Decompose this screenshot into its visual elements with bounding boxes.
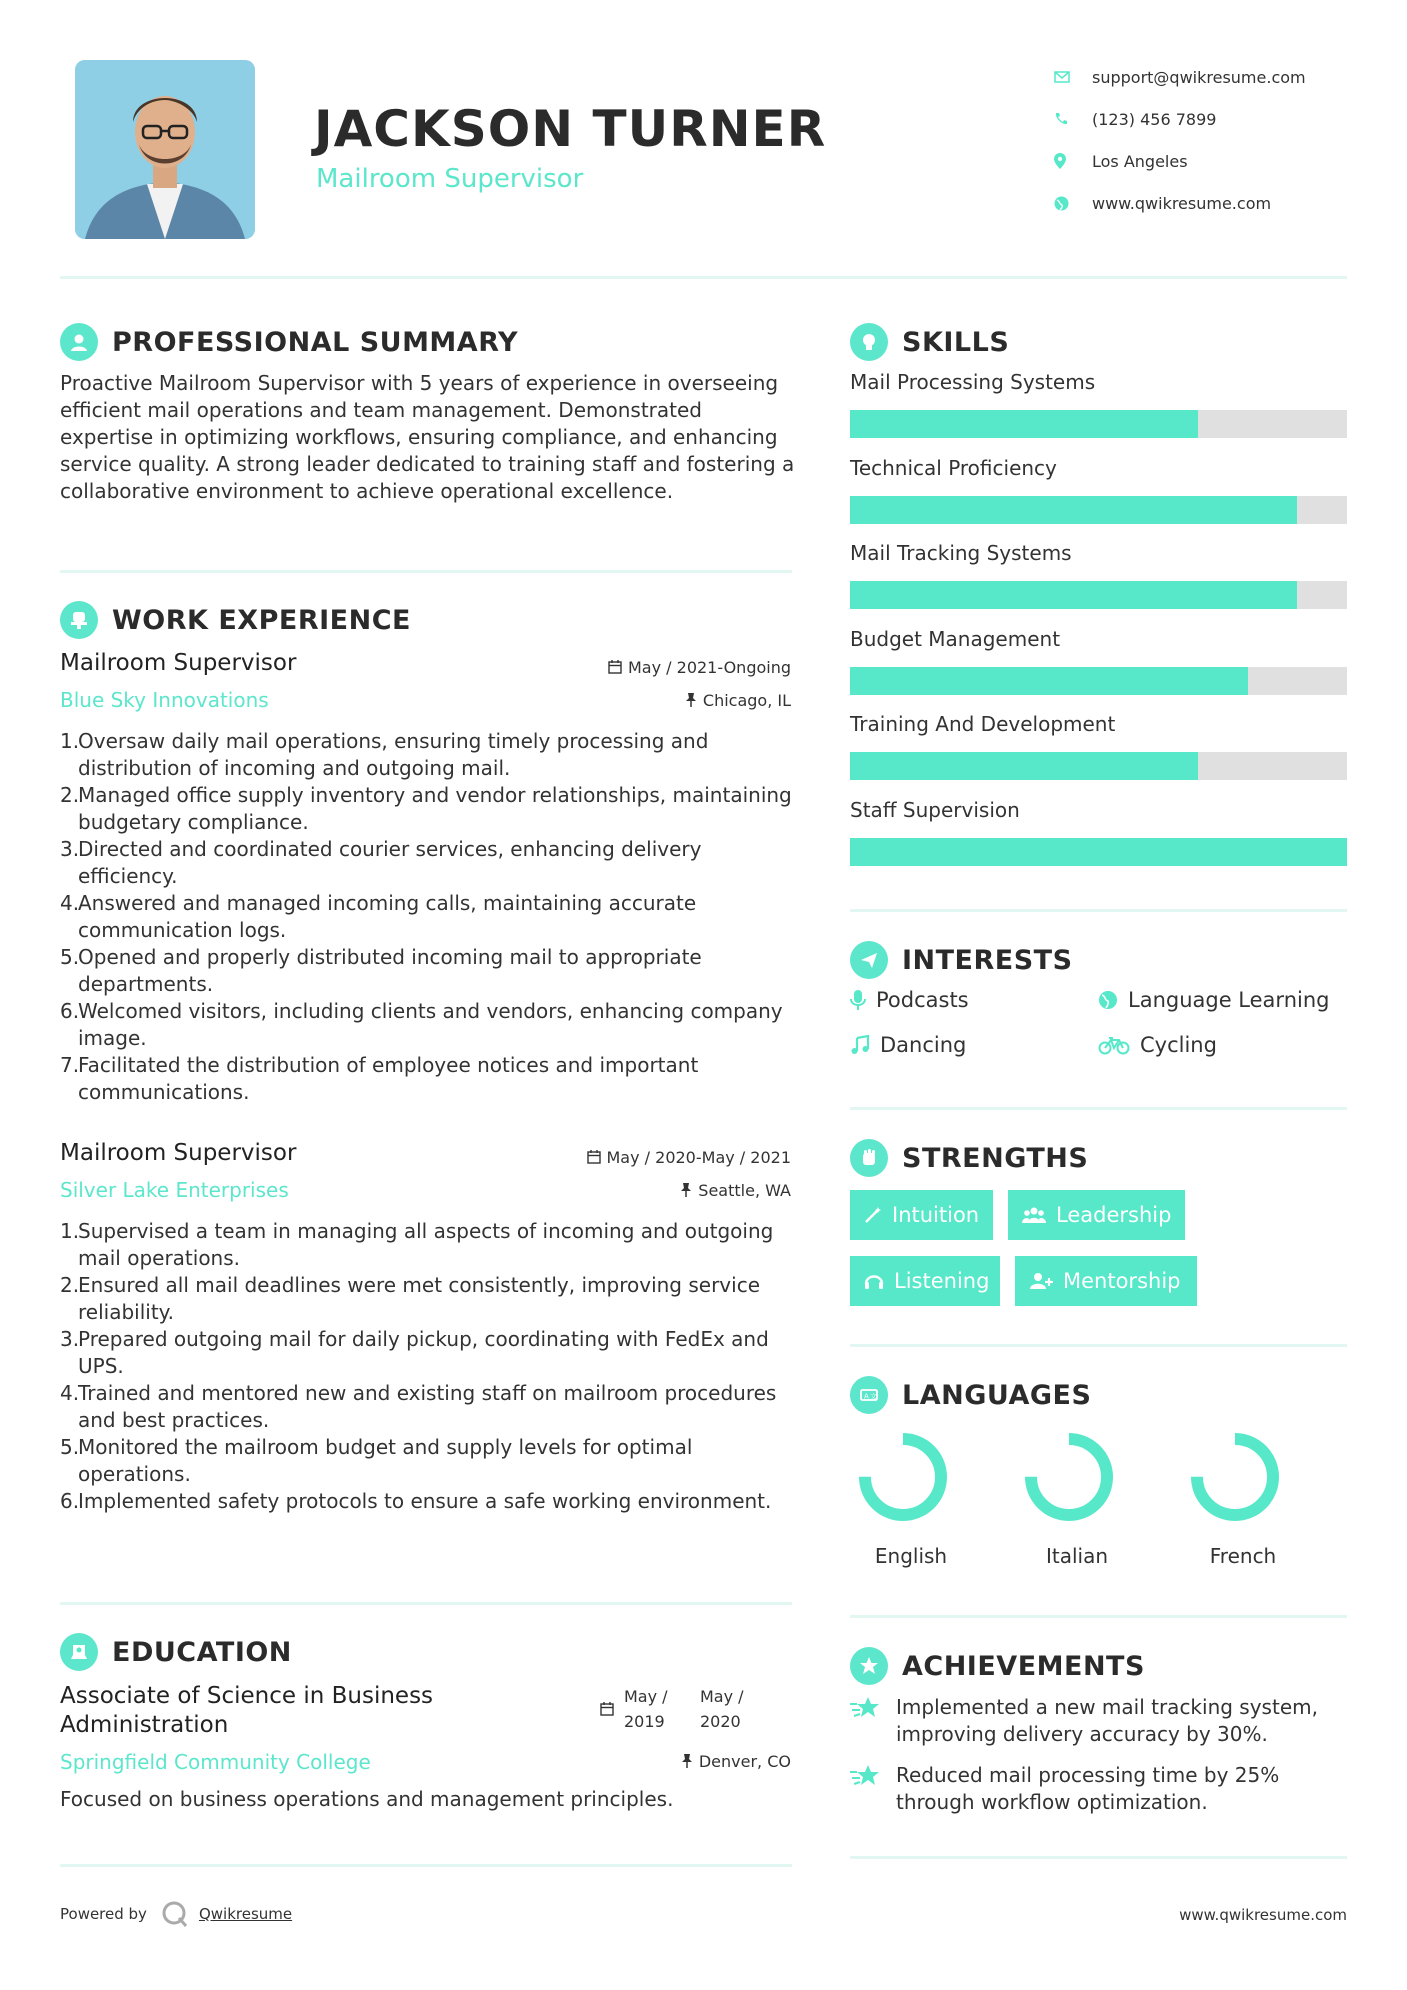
user-plus-icon xyxy=(1029,1272,1053,1290)
school-name: Springfield Community College xyxy=(60,1750,371,1774)
skill-bar-fill xyxy=(850,667,1248,695)
job-1-bullets xyxy=(60,728,795,1106)
job-1-date xyxy=(608,658,791,678)
magic-wand-icon xyxy=(864,1206,882,1224)
paper-plane-icon xyxy=(850,941,888,979)
candidate-title: Mailroom Supervisor xyxy=(316,164,584,194)
strengths-heading xyxy=(850,1139,1088,1177)
achievements-title: ACHIEVEMENTS xyxy=(902,1650,1145,1682)
skill-bar xyxy=(850,752,1347,780)
envelope-icon xyxy=(1054,71,1092,83)
strength-label: Intuition xyxy=(892,1203,980,1227)
microphone-icon xyxy=(850,989,866,1011)
edu-start-month: May / xyxy=(624,1687,668,1706)
interest-label: Language Learning xyxy=(1128,988,1330,1012)
interests-title: INTERESTS xyxy=(902,944,1073,976)
skill-bar-fill xyxy=(850,752,1198,780)
svg-text:A: A xyxy=(864,1392,869,1401)
pushpin-icon xyxy=(680,1182,692,1201)
skill-bar-fill xyxy=(850,410,1198,438)
strengths-divider xyxy=(850,1344,1347,1347)
experience-heading xyxy=(60,601,411,639)
pushpin-icon xyxy=(681,1753,693,1772)
svg-text:文: 文 xyxy=(870,1392,877,1401)
skill-bar-fill xyxy=(850,581,1297,609)
contact-email[interactable] xyxy=(1054,56,1306,98)
job-1-date-text: May / 2021-Ongoing xyxy=(628,658,791,677)
languages-divider xyxy=(850,1615,1347,1618)
languages-title: LANGUAGES xyxy=(902,1379,1092,1411)
education-description: Focused on business operations and management principles. xyxy=(60,1787,674,1811)
globe-icon xyxy=(1054,196,1092,211)
strength-badge-listening xyxy=(850,1256,1000,1306)
achievement-item xyxy=(850,1694,1347,1748)
edu-end-month: May / xyxy=(700,1687,744,1706)
summary-text: Proactive Mailroom Supervisor with 5 years of experience in overseeing efficient mail operations and team management. Demonstrated expertise in optimizing workflows, ensuring compliance, and enhancing service quality. A strong leader dedicated to training staff and fostering a collaborative environment to achieve operational excellence. xyxy=(60,371,795,503)
trophy-icon xyxy=(850,1647,888,1685)
header-divider xyxy=(60,276,1347,279)
strength-badge-leadership xyxy=(1008,1190,1185,1240)
language-label: English xyxy=(874,1544,948,1568)
summary-divider xyxy=(60,570,792,573)
education-dates xyxy=(600,1684,744,1734)
globe-icon xyxy=(1098,990,1118,1010)
interest-language-learning xyxy=(1098,988,1329,1012)
language-level-arc xyxy=(1197,1439,1273,1515)
skill-bar xyxy=(850,838,1347,866)
job-2-company: Silver Lake Enterprises xyxy=(60,1178,289,1202)
languages-heading xyxy=(850,1376,1091,1414)
map-pin-icon xyxy=(1054,153,1092,169)
contact-website[interactable] xyxy=(1054,182,1306,224)
list-item: 6. Welcomed visitors, including clients and vendors, enhancing company image. xyxy=(60,999,783,1050)
job-1-location xyxy=(685,691,791,711)
language-ring xyxy=(853,1427,953,1527)
list-item: 2. Managed office supply inventory and vendor relationships, maintaining budgetary compliance. xyxy=(60,783,792,834)
interest-dancing xyxy=(850,1033,966,1057)
interest-podcasts xyxy=(850,988,969,1012)
edu-end-year: 2020 xyxy=(700,1712,741,1731)
achievement-item xyxy=(850,1762,1347,1816)
skill-label: Training And Development xyxy=(850,712,1116,736)
education-title: EDUCATION xyxy=(112,1636,292,1668)
contact-location xyxy=(1054,140,1306,182)
list-item: 4. Answered and managed incoming calls, maintaining accurate communication logs. xyxy=(60,891,697,942)
job-2-date xyxy=(587,1148,792,1168)
graduation-icon xyxy=(60,1633,98,1671)
experience-divider xyxy=(60,1602,792,1605)
language-ring xyxy=(1185,1427,1285,1527)
star-icon xyxy=(850,1762,896,1816)
strength-label: Listening xyxy=(894,1269,990,1293)
calendar-icon xyxy=(600,1684,614,1734)
skill-label: Mail Processing Systems xyxy=(850,370,1096,394)
interest-label: Podcasts xyxy=(876,988,969,1012)
job-2-title: Mailroom Supervisor xyxy=(60,1140,297,1166)
language-level-arc xyxy=(865,1439,941,1515)
skill-bar xyxy=(850,667,1347,695)
list-item: 2. Ensured all mail deadlines were met consistently, improving service reliability. xyxy=(60,1273,760,1324)
job-1-company: Blue Sky Innovations xyxy=(60,688,269,712)
language-level-arc xyxy=(1031,1439,1107,1515)
education-location xyxy=(681,1752,791,1772)
footer-powered-by xyxy=(60,1900,292,1928)
language-icon xyxy=(850,1376,888,1414)
achievements-heading xyxy=(850,1647,1145,1685)
qwikresume-logo-icon xyxy=(161,1900,189,1928)
profile-photo xyxy=(75,60,255,239)
list-item: 1. Oversaw daily mail operations, ensuring timely processing and distribution of incoming and outgoing mail. xyxy=(60,729,709,780)
star-icon xyxy=(850,1694,896,1748)
skill-bar xyxy=(850,410,1347,438)
education-divider xyxy=(60,1864,792,1867)
users-icon xyxy=(1022,1206,1046,1224)
calendar-icon xyxy=(587,1149,601,1168)
phone-icon xyxy=(1054,112,1092,126)
music-note-icon xyxy=(850,1035,870,1055)
job-1-location-text: Chicago, IL xyxy=(702,691,791,710)
job-1-title: Mailroom Supervisor xyxy=(60,650,297,676)
job-2-bullets xyxy=(60,1218,795,1515)
user-circle-icon xyxy=(60,323,98,361)
strength-label: Leadership xyxy=(1056,1203,1172,1227)
education-location-text: Denver, CO xyxy=(698,1752,791,1771)
job-2-location-text: Seattle, WA xyxy=(698,1181,791,1200)
language-label: Italian xyxy=(1045,1544,1109,1568)
list-item: 5. Opened and properly distributed incoming mail to appropriate departments. xyxy=(60,945,702,996)
job-2-location xyxy=(680,1181,791,1201)
list-item: 3. Prepared outgoing mail for daily pickup, coordinating with FedEx and UPS. xyxy=(60,1327,769,1378)
calendar-icon xyxy=(608,659,622,678)
lightbulb-icon xyxy=(850,323,888,361)
degree-line-2: Administration xyxy=(60,1712,229,1738)
bicycle-icon xyxy=(1098,1035,1130,1055)
footer-url[interactable]: www.qwikresume.com xyxy=(1179,1906,1347,1924)
contact-email-text: support@qwikresume.com xyxy=(1092,67,1306,87)
interest-label: Dancing xyxy=(880,1033,967,1057)
language-ring xyxy=(1019,1427,1119,1527)
list-item: 7. Facilitated the distribution of employee notices and important communications. xyxy=(60,1053,699,1104)
job-2-date-text: May / 2020-May / 2021 xyxy=(606,1148,791,1167)
achievements-divider xyxy=(850,1856,1347,1859)
powered-by-text: Powered by xyxy=(60,1905,147,1923)
education-heading xyxy=(60,1633,292,1671)
contact-website-text: www.qwikresume.com xyxy=(1092,193,1272,213)
language-label: French xyxy=(1209,1544,1277,1568)
list-item: 5. Monitored the mailroom budget and supply levels for optimal operations. xyxy=(60,1435,693,1486)
qwikresume-link[interactable]: Qwikresume xyxy=(198,1905,293,1923)
contact-list xyxy=(1054,56,1306,224)
skills-title: SKILLS xyxy=(902,326,1010,358)
skill-bar-fill xyxy=(850,838,1347,866)
strength-label: Mentorship xyxy=(1063,1269,1181,1293)
list-item: 4. Trained and mentored new and existing staff on mailroom procedures and best practices. xyxy=(60,1381,777,1432)
contact-phone[interactable] xyxy=(1054,98,1306,140)
interest-label: Cycling xyxy=(1140,1033,1217,1057)
contact-phone-text: (123) 456 7899 xyxy=(1092,109,1217,129)
degree-line-1: Associate of Science in Business xyxy=(60,1683,434,1709)
strength-badge-mentorship xyxy=(1015,1256,1197,1306)
skill-label: Budget Management xyxy=(850,627,1061,651)
skill-label: Mail Tracking Systems xyxy=(850,541,1072,565)
summary-heading xyxy=(60,323,518,361)
skill-bar xyxy=(850,496,1347,524)
experience-title: WORK EXPERIENCE xyxy=(112,604,411,636)
skill-bar-fill xyxy=(850,496,1297,524)
skills-heading xyxy=(850,323,1009,361)
list-item: 3. Directed and coordinated courier services, enhancing delivery efficiency. xyxy=(60,837,702,888)
list-item: 1. Supervised a team in managing all aspects of incoming and outgoing mail operations. xyxy=(60,1219,774,1270)
interest-cycling xyxy=(1098,1033,1217,1057)
summary-title: PROFESSIONAL SUMMARY xyxy=(112,326,519,358)
interests-divider xyxy=(850,1107,1347,1110)
skill-label: Technical Proficiency xyxy=(850,456,1057,480)
strengths-title: STRENGTHS xyxy=(902,1142,1089,1174)
briefcase-icon xyxy=(60,601,98,639)
achievement-text: Implemented a new mail tracking system, improving delivery accuracy by 30%. xyxy=(896,1695,1318,1746)
fist-icon xyxy=(850,1139,888,1177)
headphones-icon xyxy=(864,1272,884,1290)
achievement-text: Reduced mail processing time by 25% through workflow optimization. xyxy=(896,1763,1280,1814)
pushpin-icon xyxy=(685,692,697,711)
skill-bar xyxy=(850,581,1347,609)
candidate-name: JACKSON TURNER xyxy=(314,100,827,158)
interests-heading xyxy=(850,941,1073,979)
list-item: 6. Implemented safety protocols to ensure a safe working environment. xyxy=(60,1489,772,1513)
edu-start-year: 2019 xyxy=(624,1712,665,1731)
contact-location-text: Los Angeles xyxy=(1092,151,1188,171)
skills-divider xyxy=(850,909,1347,912)
strength-badge-intuition xyxy=(850,1190,993,1240)
skill-label: Staff Supervision xyxy=(850,798,1020,822)
